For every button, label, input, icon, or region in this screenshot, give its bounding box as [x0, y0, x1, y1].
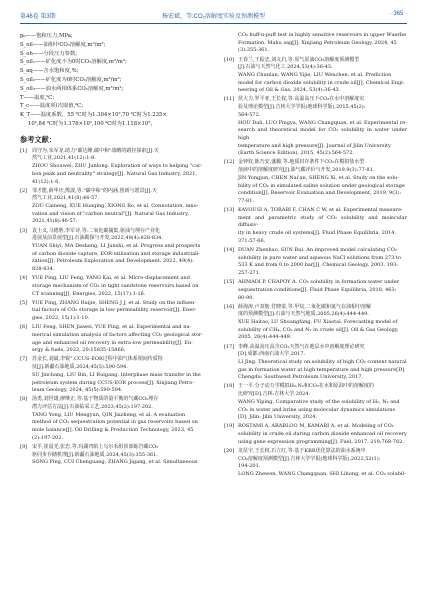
reference-number: [1]: [20, 147, 28, 154]
reference-number: [16]: [224, 303, 235, 310]
reference-line: model for carbon dioxide solubility in crude oil[J]. Chemical Engi-: [238, 79, 405, 86]
reference-text: [32, 324, 203, 355]
reference-entry: [224, 96, 407, 158]
reference-text: [32, 300, 203, 323]
reference-line: 驱同步存储机理[J].新疆石油地质,2024,45(3):355-361.: [32, 451, 158, 458]
reference-line: 袁士义,马德胜,李军诗,等.二氧化碳捕集,驱油与埋存产业化: [32, 227, 160, 234]
reference-line: 533 K and from 0 to 2000 bar[J]. Chemical Geology, 2003, 193:: [238, 262, 398, 269]
reference-line: YUE Ping, LIU Feng, YANG Kai, et al. Micro-displacement and: [32, 275, 190, 282]
reference-line: 征[J].新疆石油地质,2024,45(5):590-594.: [32, 364, 128, 371]
reference-text: [32, 356, 203, 395]
reference-line: 2021,41(8):46-57.: [32, 218, 78, 225]
symbol-definition: S_oil——油相中CO₂溶解度,m³/m³;: [20, 41, 106, 48]
reference-line: 李峰.高温高压高含CO₂天然气在地层水中溶解度理论研究: [238, 343, 365, 350]
reference-entry: [20, 188, 203, 227]
reference-line: 验及理论模型[J].吉林大学学报(地球科学版),2015,45(2):: [238, 104, 366, 111]
reference-text: [238, 96, 407, 158]
reference-line: 比研究[D].吉林:吉林大学,2024.: [238, 391, 311, 398]
reference-line: 77-81.: [238, 197, 255, 204]
reference-line: 邹才能,薛华庆,熊波,等."碳中和"的内涵,创新与愿景[J].天: [32, 187, 158, 194]
reference-line: solubility of CH₄, CO₂ and N₂ in crude oil[J]. Oil & Gas Geology,: [238, 326, 399, 333]
reference-line: 龙昆宇,王长权,石立红,等.基于KRR优化算法的油水系统中: [238, 447, 366, 454]
reference-number: [8]: [20, 396, 28, 403]
reference-line: TANG Yong, LIU Mengyun, QIN Jiazheng, et al. A evaluation: [32, 411, 186, 418]
reference-line: condition[J]. Reservoir Evaluation and Development, 2019, 9(3):: [238, 190, 402, 197]
reference-line: (2):197-202.: [32, 434, 64, 441]
reference-line: WANG Yiping. Comparative study of the solubility of H₂, N₂ and: [238, 398, 400, 405]
reference-entry: [224, 423, 407, 446]
reference-number: [17]: [224, 343, 235, 350]
reference-line: CT scanning[J]. Energies, 2022, 15(17):1-16.: [32, 290, 146, 297]
reference-number: [11]: [224, 96, 235, 103]
reference-line: LONG Zhewen, WANG Changquan, SHI Lihong, et al. CO₂ solubil-: [238, 470, 406, 477]
reference-line: zation[J]. Petroleum Exploration and Development, 2022, 49(4):: [32, 258, 194, 265]
reference-line: 宋平,崔晨光,张忠,等.玛湖凹陷上乌尔禾组顶部砾岩藏CO₂: [32, 443, 159, 450]
reference-line: ZHOU Shouwei, ZHU Junlong. Exploration of ways to helping "car-: [32, 163, 203, 170]
reference-line: YUE Ping, ZHANG Ruijie, SHENG J J, et al. Study on the influen-: [32, 299, 196, 306]
reference-line: search and theoretical model for CO₂ solubility in water under high: [238, 127, 407, 141]
symbol-definition: T——温度,℃;: [20, 94, 55, 101]
reference-line: WANG Chunlan, WANG Yijie, LIU Wenchen, et al. Prediction: [238, 71, 392, 78]
symbol-definition: S_oil₂——矿化度为0时CO₂溶解度,m³/m³;: [20, 76, 122, 83]
reference-number: [224, 32, 238, 55]
reference-line: 然气工业,2021,41(8):46-57.: [32, 195, 100, 202]
reference-text: [238, 304, 407, 343]
reference-text: [238, 32, 407, 55]
reference-entry: [224, 304, 407, 343]
reference-line: 828-834.: [32, 266, 55, 273]
reference-line: 度的预测模型[J].石油与天然气地质,2005,26(4):444-449.: [238, 311, 369, 318]
reference-line: CO₂ huff-n-puff test in highly sensitive reservoirs in upper Wuerhe: [238, 32, 407, 38]
reference-entry: [224, 159, 407, 205]
reference-line: age and enhanced oil recovery in extra-low permeability[J]. En-: [32, 339, 193, 346]
reference-entry: [224, 57, 407, 96]
reference-number: [12]: [224, 159, 235, 166]
reference-text: [32, 188, 203, 227]
reference-list-right: [224, 32, 407, 479]
symbol-definition: S_oh——分段压力参数;: [20, 50, 78, 57]
reference-line: solubility in crude oil during carbon dioxide enhanced oil recovery: [238, 431, 407, 438]
reference-line: 371:57-66.: [238, 237, 266, 244]
reference-line: 564-572.: [238, 111, 261, 118]
reference-text: [238, 423, 407, 446]
reference-line: petroleum system during CCUS-EOR process[J]. Xinjiang Petro-: [32, 379, 194, 386]
reference-entry: [20, 275, 203, 298]
reference-text: [238, 207, 407, 246]
references-title: 参考文献：: [20, 134, 56, 144]
reference-entry: [224, 32, 407, 55]
reference-line: leum Geology, 2024, 45(5):590-594.: [32, 387, 123, 394]
reference-text: [32, 444, 203, 467]
reference-number: [9]: [20, 443, 28, 450]
reference-text: [238, 344, 407, 383]
reference-line: Formation, Mahu sag[J]. Xinjiang Petroleum Geology, 2024, 45: [238, 39, 397, 46]
reference-line: merical simulation analysis of factors affecting CO₂ geological stor-: [32, 331, 204, 338]
reference-entry: [20, 148, 203, 187]
reference-entry: [20, 300, 203, 323]
reference-line: vation and vision of "carbon neutral"[J]. Natural Gas Industry,: [32, 210, 189, 217]
reference-number: [2]: [20, 187, 28, 194]
reference-line: sequestration conditions[J]. Fluid Phase Equilibria, 2018, 463:: [238, 286, 397, 293]
reference-line: mole balance[J]. Oil Drilling & Production Technology, 2023, 45: [32, 427, 194, 434]
reference-line: of carbon dioxide capture, EOR-utilization and storage industriali-: [32, 250, 201, 257]
reference-line: [J].石油与天然气化工,2024,53(4):36-43.: [238, 64, 333, 71]
page-number: · 365 ·: [389, 11, 407, 17]
reference-text: [32, 396, 203, 442]
reference-line: gies, 2022, 15(1):1-10.: [32, 315, 90, 322]
reference-line: YUAN Shiyi, MA Desheng, LI Junshi, et al. Progress and prospects: [32, 242, 201, 249]
reference-line: using gene expression programming[J]. Fuel, 2017, 210:768-782.: [238, 438, 404, 445]
running-header: [20, 10, 407, 22]
reference-number: [6]: [20, 324, 28, 331]
reference-entry: [20, 444, 203, 467]
reference-line: bon peak and neutrality" strategy[J]. Natural Gas Industry, 2021,: [32, 170, 198, 177]
reference-line: [D].成都:西南石油大学,2017.: [238, 351, 306, 358]
reference-number: [4]: [20, 275, 28, 282]
reference-number: [14]: [224, 246, 235, 253]
reference-number: [7]: [20, 356, 28, 363]
reference-text: [238, 159, 407, 205]
reference-text: [238, 247, 407, 278]
right-column: [224, 32, 407, 480]
reference-number: [18]: [224, 383, 235, 390]
reference-line: 侯大力,罗平亚,王长权,等.高温高压下CO₂在水中溶解度实: [238, 96, 365, 103]
reference-line: (3):355-361.: [238, 47, 270, 54]
reference-number: [10]: [224, 56, 235, 63]
reference-line: [D]. Jilin: Jilin University, 2024.: [238, 414, 318, 421]
reference-line: ity in heavy crude oil systems[J]. Fluid Phase Equilibria, 2014,: [238, 230, 396, 237]
volume-issue: 第46卷 第3期: [20, 14, 56, 20]
reference-line: 257-271.: [238, 270, 261, 277]
header-rule: [20, 23, 407, 24]
symbol-definition: S_aq——含水饱和度,%;: [20, 68, 79, 75]
running-title: 杨宏斌，等:CO₂溶解度实验及预测模型: [162, 14, 265, 20]
reference-number: [19]: [224, 423, 235, 430]
reference-line: solubility in pure water and aqueous NaCl solutions from 273 to: [238, 254, 402, 261]
symbol-list: [20, 32, 203, 129]
reference-line: 周守为,朱军龙.助力"碳达峰,碳中和"战略的路径探索[J].天: [32, 147, 159, 154]
reference-line: LIU Feng, SHEN Jiawei, YUE Ping, et al. Experimental and nu-: [32, 324, 192, 331]
reference-line: CO₂ in water and brine using molecular dynamics simulations: [238, 406, 396, 413]
reference-line: ROSTAMI A, ARABLOO M, KAMARI A, et al. Modeling of CO₂: [238, 423, 394, 430]
reference-line: JIN Yongjun, CHEN Nai'an, SHENG Xi, et al. Study on the solu-: [238, 174, 399, 181]
reference-line: 潜力评估方法[J].石油钻采工艺,2023,45(2):197-202.: [32, 404, 153, 410]
reference-line: ergy & fuels, 2023, 20:15835-15866.: [32, 347, 126, 354]
reference-entry: [20, 396, 203, 442]
reference-entry: [20, 228, 203, 274]
reference-line: 汤勇,刘世雄,廖继正,等.基于物质的量平衡的气藏CO₂埋存: [32, 396, 159, 403]
reference-line: 然气工业,2021,41(12):1-8.: [32, 155, 96, 162]
reference-line: SU Jinchang, LIU Bin, LI Ruigang. Interphase mass transfer in the: [32, 371, 201, 378]
reference-text: [32, 148, 203, 187]
reference-entry: [224, 279, 407, 302]
reference-line: 进展及前景展望[J].石油勘探与开发,2022,49(4):828-834.: [32, 235, 163, 242]
reference-line: gas in formation water at high temperature and high pressure[D].: [238, 366, 406, 373]
symbol-definition: S_oil₁——矿化度不为0时CO₂溶解度,m³/m³;: [20, 59, 127, 66]
symbol-definition: K_T——温度系数，55 ℃时为1.304×10²,70 ℃时为1.235×: [20, 112, 167, 119]
reference-text: [32, 228, 203, 274]
reference-line: 王一平.分子动力学模拟H₂,N₂和CO₂在水和原油中的溶解度的: [238, 383, 374, 390]
reference-line: (Earth Science Edition), 2015, 45(2):564-572.: [238, 150, 354, 157]
reference-number: [13]: [224, 207, 235, 214]
reference-line: neering of Oil & Gas, 2024, 53(4):36-43.: [238, 87, 341, 94]
reference-line: method of CO₂ sequestration potential in gas reservoirs based on: [32, 419, 198, 426]
reference-entry: [224, 448, 407, 479]
reference-number: [3]: [20, 227, 28, 234]
reference-line: LI Jing. Theoretical study on solubility of high CO₂ content natural: [238, 358, 407, 365]
reference-line: 80-90.: [238, 294, 255, 301]
reference-line: KAVOUSI A, TORABI F, CHAN C W, et al. Experimental measure-: [238, 207, 403, 214]
reference-line: 41(12):1-8.: [32, 178, 60, 185]
reference-line: 苏金长,刘斌,李锐".CCUS-EOR过程中油气体系相间传质特: [32, 356, 163, 363]
reference-line: XUE Haitao, LU Shuangfang, FU Xiaotai. Forecasting model of: [238, 319, 398, 326]
reference-line: DUAN Zhenhao, SUN Rui. An improved model calculating CO₂: [238, 246, 397, 253]
reference-line: AHMADI P, CHAPOY A. CO₂ solubility in formation water under: [238, 279, 400, 286]
reference-entry: [224, 247, 407, 278]
reference-line: SONG Ping, CUI Chenguang, ZHANG Jigang, et al. Simultaneous: [32, 459, 198, 466]
reference-list-left: [20, 148, 203, 467]
reference-entry: [224, 383, 407, 422]
left-column: [20, 32, 203, 468]
reference-line: 194-201.: [238, 463, 261, 470]
reference-entry: [20, 324, 203, 355]
reference-entry: [20, 356, 203, 395]
reference-line: HOU Dali, LUO Pingya, WANG Changquan, et al. Experimental re-: [238, 119, 407, 126]
reference-entry: [224, 207, 407, 246]
reference-number: [15]: [224, 279, 235, 286]
reference-line: Chengdu: Southwest Petroleum University, 2017.: [238, 374, 364, 381]
reference-text: [238, 279, 407, 302]
symbol-definition-continued: 10²,84 ℃时为1.176×10²,100 ℃时为1.118×10²。: [28, 120, 156, 127]
reference-text: [238, 57, 407, 96]
reference-line: 薛海涛,卢双舫,付晓泰,等.甲烷,二氧化碳和氮气在油相中溶解: [238, 303, 371, 310]
reference-line: temperature and high pressure[J]. Journal of Jilin University: [238, 142, 391, 149]
reference-number: [20]: [224, 447, 235, 454]
reference-text: [32, 275, 203, 298]
reference-line: tial factors of CO₂ storage in low permeability reservoir[J]. Ener-: [32, 307, 197, 314]
reference-line: 2005, 26(4):444-449.: [238, 334, 292, 341]
reference-line: ZOU Caineng, XUE Huaqing, XIONG Bo, et al. Connotation, inno-: [32, 203, 199, 210]
reference-line: storage mechanism of CO₂ in tight sandstone reservoirs based on: [32, 282, 199, 289]
reference-line: 王春兰,王振忠,刘文启,等.原气原油CO₂溶解度预测模型: [238, 56, 360, 63]
symbol-definition: p₀——饱和压力,MPa;: [20, 33, 73, 39]
reference-line: ment and parametric study of CO₂ solubility and molecular diffusiv-: [238, 214, 407, 229]
reference-line: 溶液中的溶解度研究[J].油气藏评价与开发,2019,9(3):77-81.: [238, 167, 375, 174]
reference-line: CO₂溶解度预测模型[J].吉林大学学报(地球科学版),2022,52(1):: [238, 455, 381, 462]
symbol-definition: S_oil₃——油水两相体系CO₂溶解度,m³/m³;: [20, 85, 124, 92]
reference-number: [5]: [20, 299, 28, 306]
reference-text: [238, 383, 407, 422]
reference-line: 金钟钦,陈乃安,盛璐,等.地质封存条件下CO₂在模拟盐水型: [238, 159, 365, 166]
reference-entry: [224, 344, 407, 383]
reference-line: bility of CO₂ in simulated saline solution under geological storage: [238, 182, 405, 189]
symbol-definition: T_c——温度项(次取值,℃;: [20, 103, 83, 110]
reference-text: [238, 448, 407, 479]
